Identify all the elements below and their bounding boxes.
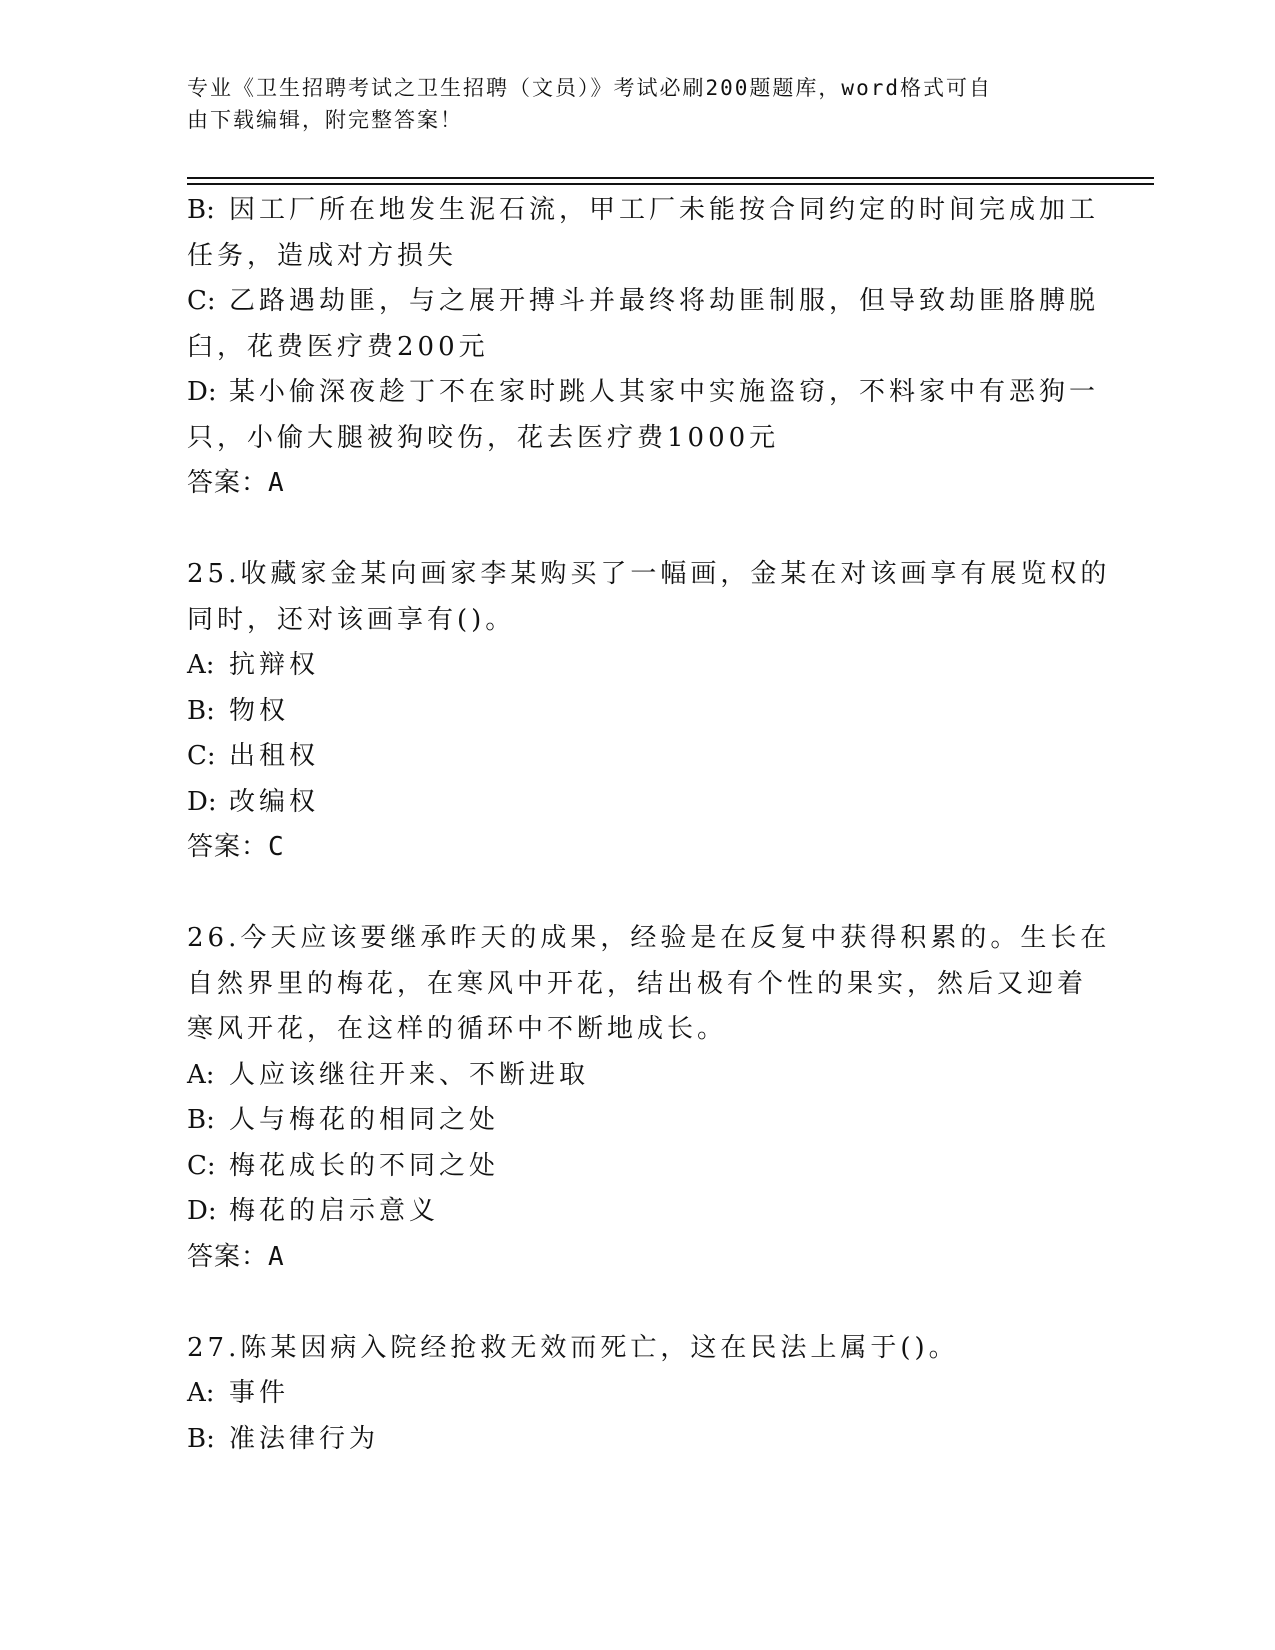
option-letter: C: — [187, 286, 216, 316]
option-a — [187, 1053, 1077, 1099]
option-letter: D: — [187, 377, 217, 407]
option-d — [187, 780, 1077, 826]
option-text: 乙路遇劫匪，与之展开搏斗并最终将劫匪制服，但导致劫匪胳膊脱 — [229, 286, 1100, 316]
option-letter: A: — [187, 650, 215, 680]
option-letter: D: — [187, 1196, 217, 1226]
spacer — [187, 507, 1077, 553]
option-text: 梅花的启示意义 — [229, 1196, 440, 1226]
header-rule-top — [187, 177, 1154, 179]
option-b — [187, 689, 1077, 735]
option-b — [187, 1417, 1077, 1463]
answer-value: C — [268, 832, 285, 862]
question-26 — [187, 916, 1111, 1280]
option-letter: B: — [187, 695, 215, 726]
option-a — [187, 1371, 1077, 1417]
question-text: 27.陈某因病入院经抢救无效而死亡，这在民法上属于()。 — [187, 1332, 959, 1363]
document-body — [187, 188, 1111, 1462]
spacer — [187, 871, 1077, 917]
option-letter: C: — [187, 741, 216, 771]
option-b — [187, 188, 1100, 234]
answer-label: 答案： — [187, 832, 269, 862]
option-letter: B: — [187, 195, 215, 225]
option-c — [187, 279, 1100, 325]
option-text-cont: 臼，花费医疗费200元 — [187, 331, 489, 362]
header-line-2: 由下载编辑，附完整答案！ — [187, 108, 463, 132]
option-text: 事件 — [229, 1378, 290, 1408]
option-c — [187, 1144, 1077, 1190]
option-text: 准法律行为 — [229, 1423, 380, 1454]
option-c — [187, 734, 1077, 780]
option-text-cont: 只，小偷大腿被狗咬伤，花去医疗费1000元 — [187, 422, 780, 453]
option-d — [187, 1189, 1077, 1235]
question-25 — [187, 552, 1111, 871]
question-27 — [187, 1326, 1077, 1463]
option-text: 人应该继往开来、不断进取 — [229, 1059, 590, 1090]
option-letter: C: — [187, 1150, 216, 1181]
option-letter: B: — [187, 1105, 215, 1135]
spacer — [187, 1280, 1077, 1326]
answer-line — [187, 825, 1077, 871]
header-rule-bottom — [187, 183, 1154, 185]
question-text: 26.今天应该要继承昨天的成果，经验是在反复中获得积累的。生长在 — [187, 923, 1111, 953]
option-text: 某小偷深夜趁丁不在家时跳人其家中实施盗窃，不料家中有恶狗一 — [229, 377, 1100, 407]
option-letter: A: — [187, 1059, 215, 1090]
option-text: 物权 — [229, 695, 290, 726]
question-text-cont: 同时，还对该画享有()。 — [187, 604, 516, 635]
option-letter: B: — [187, 1423, 215, 1454]
option-a — [187, 643, 1077, 689]
option-text: 抗辩权 — [229, 650, 320, 680]
option-text-cont: 任务，造成对方损失 — [187, 240, 458, 271]
question-text-cont: 自然界里的梅花，在寒风中开花，结出极有个性的果实，然后又迎着 — [187, 968, 1088, 999]
answer-line — [187, 1235, 1077, 1281]
option-text: 人与梅花的相同之处 — [229, 1105, 500, 1135]
answer-label: 答案： — [187, 468, 269, 498]
option-text: 梅花成长的不同之处 — [229, 1150, 500, 1181]
option-letter: A: — [187, 1378, 215, 1408]
prev-question — [187, 188, 1100, 507]
answer-label: 答案： — [187, 1241, 269, 1272]
answer-value: A — [268, 1241, 285, 1272]
option-text: 改编权 — [229, 786, 320, 817]
document-header — [187, 72, 1067, 136]
option-letter: D: — [187, 786, 217, 817]
question-text: 25.收藏家金某向画家李某购买了一幅画，金某在对该画享有展览权的 — [187, 559, 1111, 589]
question-text-cont: 寒风开花，在这样的循环中不断地成长。 — [187, 1014, 728, 1044]
answer-value: A — [268, 468, 285, 498]
option-text: 出租权 — [229, 741, 320, 771]
answer-line — [187, 461, 1077, 507]
header-line-1: 专业《卫生招聘考试之卫生招聘（文员）》考试必刷200题题库，word格式可自 — [187, 76, 992, 100]
option-b — [187, 1098, 1077, 1144]
option-d — [187, 370, 1100, 416]
option-text: 因工厂所在地发生泥石流，甲工厂未能按合同约定的时间完成加工 — [229, 195, 1100, 225]
